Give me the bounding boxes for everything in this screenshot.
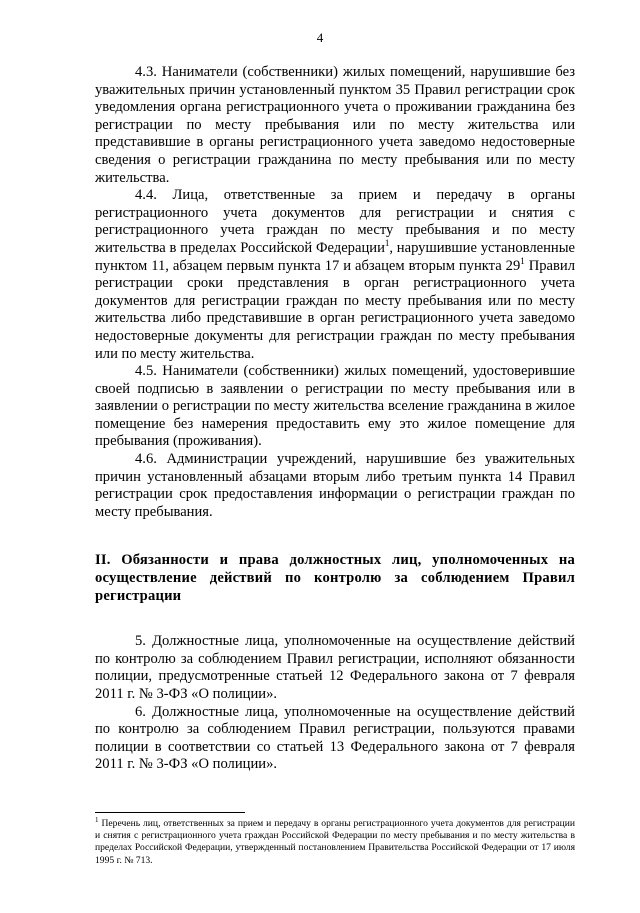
document-body	[95, 64, 575, 774]
paragraph-4-6: 4.6. Администрации учреждений, нарушившие без уважительных причин установленный абзацами вторым либо третьим пункта 14 Правил регистрации срок предоставления информации о регистрации граждан по месту пребывания.	[95, 451, 575, 520]
paragraph-4-3: 4.3. Наниматели (собственники) жилых помещений, нарушившие без уважительных причин установленный пунктом 35 Правил регистрации срок уведомления органа регистрационного учета о проживании гражданина без регистрации по месту пребывания или по месту жительства или представившие в органы регистрационного учета заведомо недостоверные сведения о регистрации гражданина по месту пребывания или по месту жительства.	[95, 64, 575, 186]
footnote-reference: 1	[384, 238, 390, 249]
section-heading: II. Обязанности и права должностных лиц, уполномоченных на осуществление действий по контролю за соблюдением Правил регистрации	[95, 552, 575, 604]
footnote	[95, 815, 575, 867]
footnote-text: Перечень лиц, ответственных за прием и передачу в органы регистрационного учета документов для регистрации и снятия с регистрационного учета граждан Российской Федерации по месту пребывания и по месту жительства в пределах Российской Федерации, утвержденный постановлением Правительства Российской Федерации от 17 июля 1995 г. № 713.	[95, 818, 575, 866]
paragraph-4-4-part-b: , нарушившие установленные пунктом 11, абзацем первым пункта 17 и абзацем вторым пункта 29	[95, 239, 575, 274]
paragraph-4-5: 4.5. Наниматели (собственники) жилых помещений, удостоверившие своей подписью в заявлении о регистрации по месту пребывания или в заявлении о регистрации по месту жительства вселение гражданина в жилое помещение без намерения предоставить ему это жилое помещение для пребывания (проживания).	[95, 363, 575, 450]
paragraph-4-4-part-a: 4.4. Лица, ответственные за прием и передачу в органы регистрационного учета документов для регистрации и снятия с регистрационного учета граждан по месту пребывания и по месту жительства в пределах Российской Федерации	[95, 187, 575, 256]
superscript-index: 1	[520, 255, 525, 266]
page-number: 4	[316, 30, 324, 45]
paragraph-5: 5. Должностные лица, уполномоченные на осуществление действий по контролю за соблюдением Правил регистрации, исполняют обязанности полиции, предусмотренные статьей 12 Федерального закона от 7 февраля 2011 г. № 3-ФЗ «О полиции».	[95, 633, 575, 702]
paragraph-4-4	[95, 187, 575, 363]
footnote-divider	[95, 812, 245, 813]
footnote-mark: 1	[95, 815, 99, 824]
paragraph-4-4-part-c: Правил регистрации сроки представления в орган регистрационного учета документов для регистрации граждан по месту пребывания или по месту жительства либо представившие в орган регистрационного учета заведомо недостоверные документы для регистрации граждан по месту пребывания или по месту жительства.	[95, 257, 576, 362]
paragraph-6: 6. Должностные лица, уполномоченные на осуществление действий по контролю за соблюдением Правил регистрации, пользуются правами полиции в соответствии со статьей 13 Федерального закона от 7 февраля 2011 г. № 3-ФЗ «О полиции».	[95, 703, 575, 773]
